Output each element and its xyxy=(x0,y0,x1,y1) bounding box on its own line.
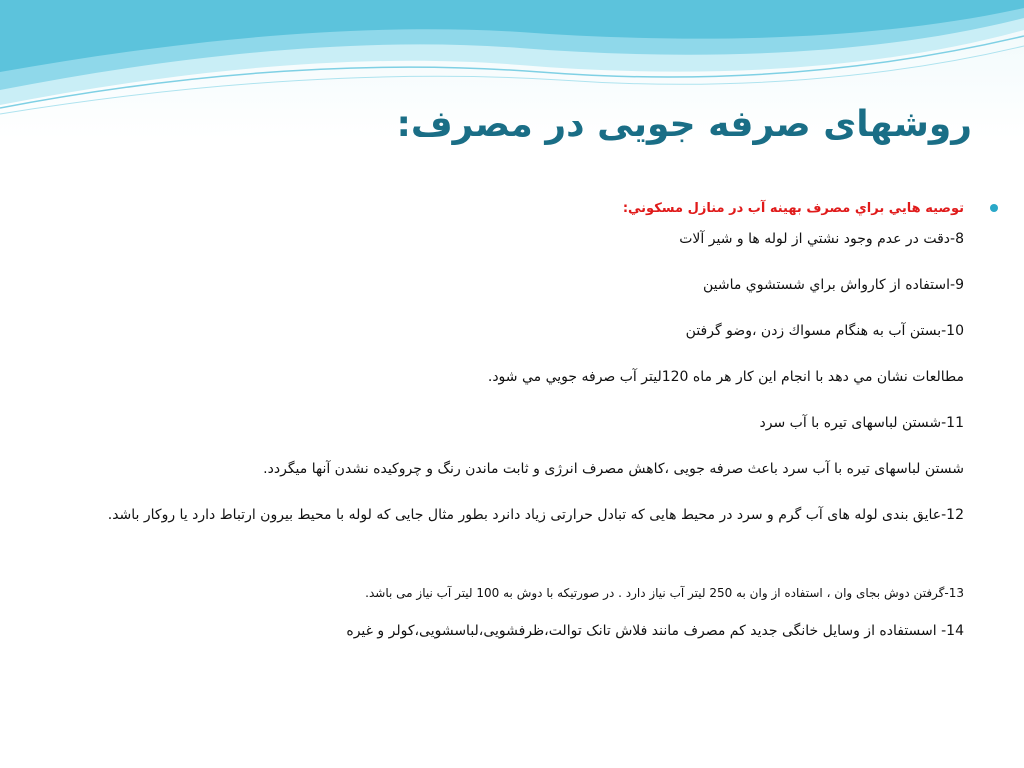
list-item: 14- اسستفاده از وسایل خانگی جدید کم مصرف مانند فلاش تانک توالت،ظرفشویی،لباسشویی،کولر و غیره xyxy=(346,623,964,639)
list-item: شستن لباسهای تیره با آب سرد باعث صرفه جویی ،کاهش مصرف انرژی و ثابت ماندن رنگ و چروکیده نشدن آنها میگردد. xyxy=(263,461,964,477)
list-item: 12-عایق بندی لوله های آب گرم و سرد در محیط هایی که تبادل حرارتی زیاد دانرد بطور مثال جایی که لوله با محیط بیرون ارتباط دارد یا روکار باشد. xyxy=(107,507,964,523)
slide-title: روشهای صرفه جویی در مصرف: xyxy=(396,104,972,145)
list-item: مطالعات نشان مي دهد با انجام اين كار هر ماه 120ليتر آب صرفه جويي مي شود. xyxy=(487,369,964,385)
wave-decoration xyxy=(0,0,1024,120)
bullet-content xyxy=(74,200,964,668)
bullet-icon xyxy=(990,204,998,212)
list-item: 9-استفاده از كارواش براي شستشوي ماشين xyxy=(702,277,964,293)
subheading: توصيه هايي براي مصرف بهينه آب در منازل مسكوني: xyxy=(622,201,964,216)
list-item: 13-گرفتن دوش بجای وان ، استفاده از وان به 250 لیتر آب نیاز دارد . در صورتیکه با دوش به 100 لیتر آب نیاز می باشد. xyxy=(365,586,964,600)
list-item: 10-بستن آب به هنگام مسواك زدن ،وضو گرفتن xyxy=(685,323,964,339)
list-item: 8-دقت در عدم وجود نشتي از لوله ها و شير آلات xyxy=(679,231,964,247)
list-item: 11-شستن لباسهای تیره با آب سرد xyxy=(759,415,964,431)
